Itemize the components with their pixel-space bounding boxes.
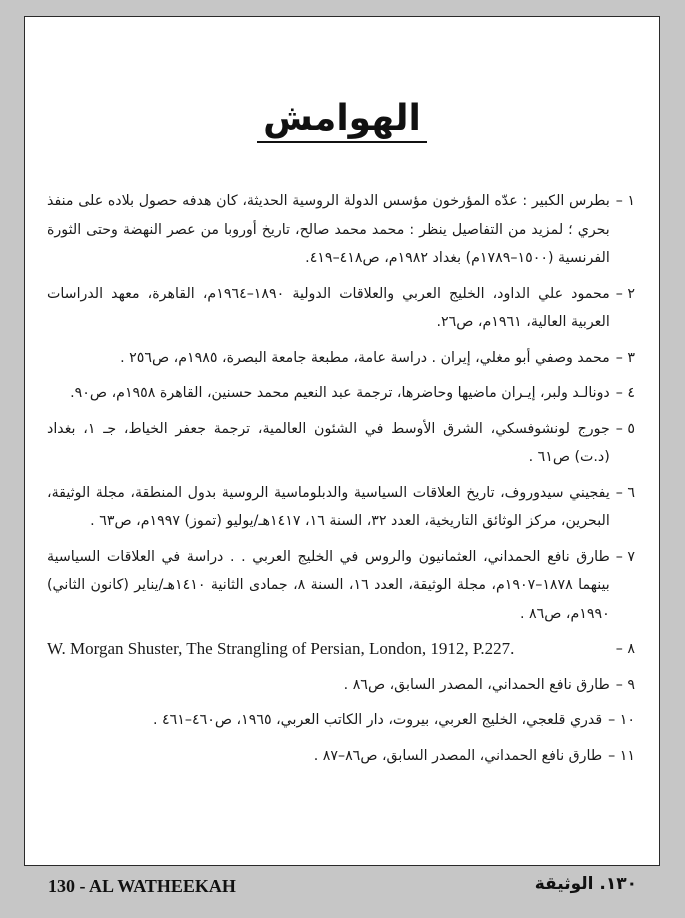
note-number: ٨ – xyxy=(615,641,635,657)
footer-page-label-arabic: ١٣٠. الوثيقة xyxy=(534,874,637,894)
note-10 xyxy=(47,706,635,735)
note-6 xyxy=(47,479,635,536)
note-text: بطرس الكبير : عدّه المؤرخون مؤسس الدولة الروسية الحديثة، كان هدفه حصول بلاده على منفذ بحري ؛ لمزيد من التفاصيل ينظر : محمد محمد صالح، تاريخ أوروبا من عصر النهضة وحتى الثورة الفرنسية (١٥٠٠–١٧٨٩م) بغداد ١٩٨٢م، ص٤١٨–٤١٩. xyxy=(47,193,610,266)
note-number: ٣ – xyxy=(615,349,635,366)
footer-page-label-latin: 130 - AL WATHEEKAH xyxy=(48,876,236,896)
note-text: طارق نافع الحمداني، المصدر السابق، ص٨٦ . xyxy=(343,676,610,693)
note-text: دونالـد ولبر، إيـران ماضيها وحاضرها، ترجمة عبد النعيم محمد حسنين، القاهرة ١٩٥٨م، ص٩٠. xyxy=(70,385,610,401)
note-number: ٧ – xyxy=(615,548,635,565)
note-number: ٤ – xyxy=(615,385,635,401)
note-text: طارق نافع الحمداني، المصدر السابق، ص٨٦–٨٧ . xyxy=(313,747,603,764)
note-number: ١٠ – xyxy=(608,712,635,728)
note-text: W. Morgan Shuster, The Strangling of Persian, London, 1912, P.227. xyxy=(47,639,515,658)
page-frame xyxy=(24,16,660,866)
note-number: ٥ – xyxy=(615,420,635,437)
note-11 xyxy=(47,742,635,771)
note-text: قدري قلعجي، الخليج العربي، بيروت، دار الكاتب العربي، ١٩٦٥، ص٤٦٠–٤٦١ . xyxy=(152,712,603,728)
note-text: طارق نافع الحمداني، العثمانيون والروس في الخليج العربي . . دراسة في العلاقات السياسية بينهما ١٨٧٨–١٩٠٧م، مجلة الوثيقة، العدد ١٦، السنة ٨، جمادى الثانية ١٤١٠هـ/يناير (كانون الثاني) ١٩٩٠م، ص٨٦ . xyxy=(47,548,610,622)
note-number: ١ – xyxy=(615,193,635,209)
note-9 xyxy=(47,671,635,700)
notes-list xyxy=(47,187,635,777)
note-7 xyxy=(47,543,635,629)
note-number: ٦ – xyxy=(615,484,635,501)
page-title-wrap xyxy=(25,99,659,143)
note-1 xyxy=(47,187,635,273)
note-number: ٩ – xyxy=(615,676,635,693)
note-text: يفجيني سيدوروف، تاريخ العلاقات السياسية والدبلوماسية الروسية بدول المنطقة، مجلة الوثيقة، البحرين، مركز الوثائق التاريخية، العدد ٣٢، السنة ١٦، ١٤١٧هـ/يوليو (تموز) ١٩٩٧م، ص٦٣ . xyxy=(47,484,610,529)
note-number: ١١ – xyxy=(608,747,635,764)
note-text: جورج لونشوفسكي، الشرق الأوسط في الشئون العالمية، ترجمة جعفر الخياط، جـ ١، بغداد (د.ت) ص٦١ . xyxy=(47,420,610,465)
note-3 xyxy=(47,344,635,373)
note-number: ٢ – xyxy=(615,285,635,302)
page-title: الهوامش xyxy=(257,99,427,143)
note-text: محمد وصفي أبو مغلي، إيران . دراسة عامة، مطبعة جامعة البصرة، ١٩٨٥م، ص٢٥٦ . xyxy=(120,349,610,366)
note-5 xyxy=(47,415,635,472)
note-4 xyxy=(47,379,635,408)
note-8 xyxy=(47,635,635,664)
note-text: محمود علي الداود، الخليج العربي والعلاقات الدولية ١٨٩٠–١٩٦٤م، القاهرة، معهد الدراسات العربية العالية، ١٩٦١م، ص٢٦. xyxy=(47,285,610,330)
note-2 xyxy=(47,280,635,337)
